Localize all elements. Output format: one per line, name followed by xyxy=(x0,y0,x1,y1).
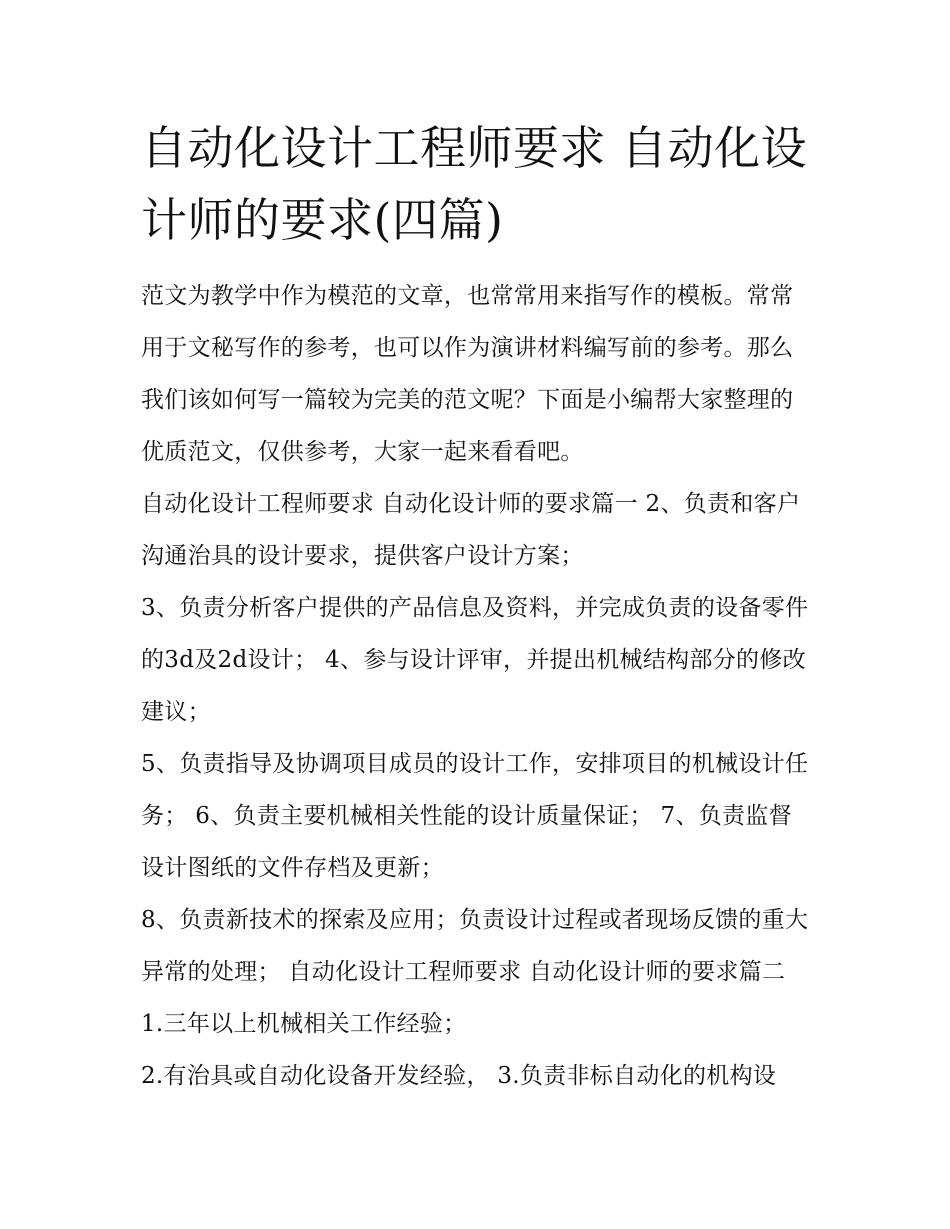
paragraph-intro: 范文为教学中作为模范的文章，也常常用来指写作的模板。常常用于文秘写作的参考，也可以作为演讲材料编写前的参考。那么我们该如何写一篇较为完美的范文呢？下面是小编帮大家整理的优质范文，仅供参考，大家一起来看看吧。 xyxy=(141,283,794,465)
paragraph-items-5-7: 5、负责指导及协调项目成员的设计工作，安排项目的机械设计任务； 6、负责主要机械相关性能的设计质量保证； 7、负责监督设计图纸的文件存档及更新； xyxy=(141,751,809,881)
document-title: 自动化设计工程师要求 自动化设计师的要求(四篇) xyxy=(141,121,808,247)
paragraph-part2-items: 2.有治具或自动化设备开发经验， 3.负责非标自动化的机构设 xyxy=(141,1063,777,1089)
paragraph-item8-part2: 8、负责新技术的探索及应用；负责设计过程或者现场反馈的重大异常的处理； 自动化设计工程师要求 自动化设计师的要求篇二 1.三年以上机械相关工作经验； xyxy=(141,907,809,1037)
paragraph-items-3-4: 3、负责分析客户提供的产品信息及资料，并完成负责的设备零件的3d及2d设计； 4、参与设计评审，并提出机械结构部分的修改建议； xyxy=(141,595,809,725)
paragraph-part1-item2: 自动化设计工程师要求 自动化设计师的要求篇一 2、负责和客户沟通治具的设计要求，提供客户设计方案； xyxy=(141,491,801,569)
document-body xyxy=(141,112,813,1102)
